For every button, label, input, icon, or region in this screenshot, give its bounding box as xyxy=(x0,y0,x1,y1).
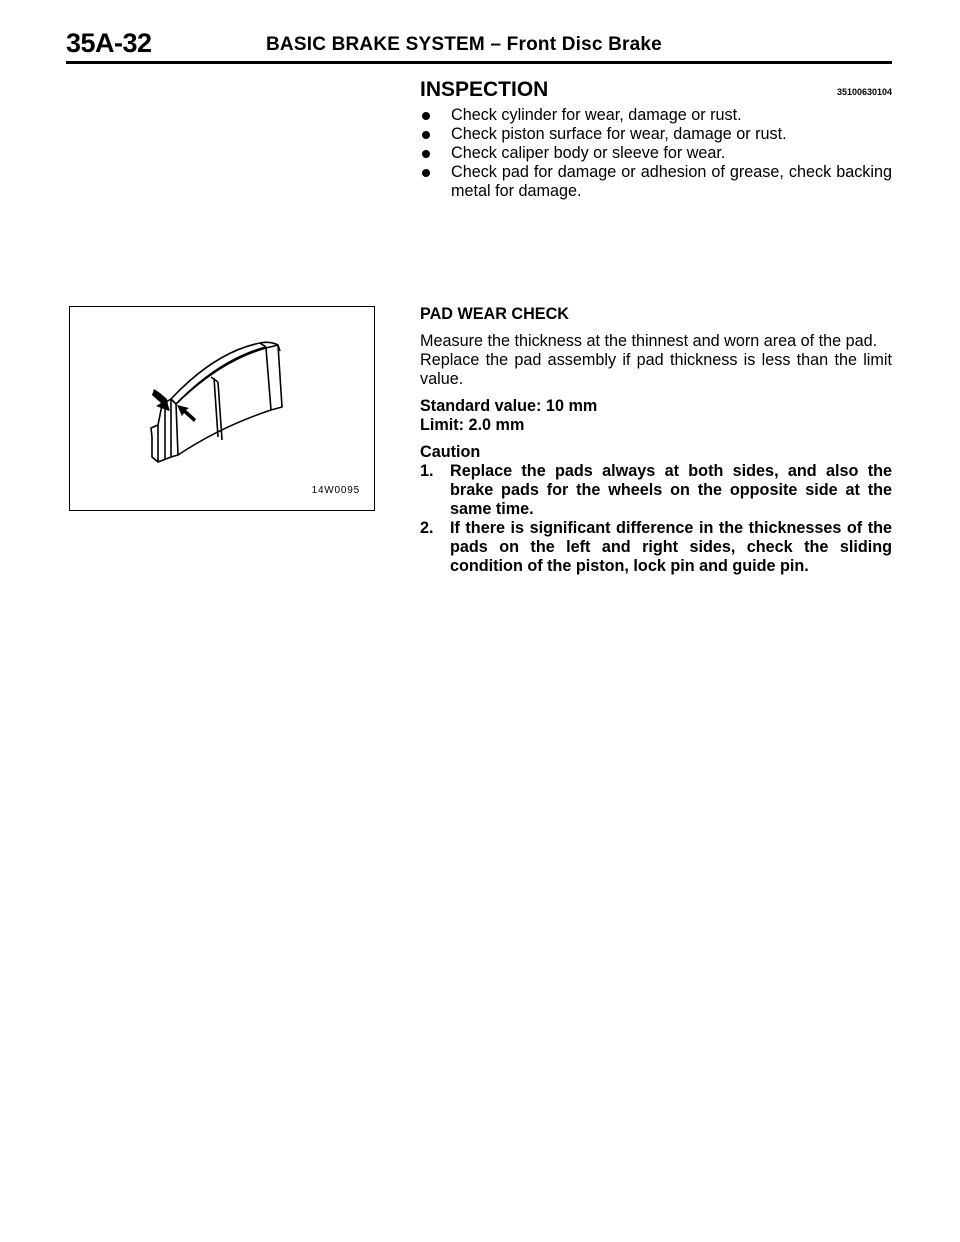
pad-wear-check-section xyxy=(420,305,892,576)
inspection-list xyxy=(420,106,892,201)
page-heading: BASIC BRAKE SYSTEM – Front Disc Brake xyxy=(266,34,662,55)
bullet-icon xyxy=(422,131,430,139)
bullet-icon xyxy=(422,150,430,158)
brake-pad-figure xyxy=(69,306,375,511)
page-number: 35A-32 xyxy=(66,28,152,58)
inspection-item: Check piston surface for wear, damage or rust. xyxy=(420,125,892,144)
standard-value: Standard value: 10 mm xyxy=(420,397,598,415)
replace-paragraph: Replace the pad assembly if pad thickness is less than the limit value. xyxy=(420,351,892,388)
limit-value: Limit: 2.0 mm xyxy=(420,416,525,434)
bullet-icon xyxy=(422,169,430,177)
caution-label: Caution xyxy=(420,443,481,461)
caution-list xyxy=(420,462,892,576)
measure-paragraph: Measure the thickness at the thinnest and worn area of the pad. xyxy=(420,332,878,350)
figure-code: 14W0095 xyxy=(311,485,360,496)
caution-item: 1. Replace the pads always at both sides, and also the brake pads for the wheels on the opposite side at the same time. xyxy=(420,462,892,518)
inspection-item: Check cylinder for wear, damage or rust. xyxy=(420,106,892,125)
inspection-item: Check pad for damage or adhesion of grease, check backing metal for damage. xyxy=(420,163,892,201)
inspection-item: Check caliper body or sleeve for wear. xyxy=(420,144,892,163)
bullet-icon xyxy=(422,112,430,120)
header-divider xyxy=(66,61,892,64)
brake-pad-illustration-icon xyxy=(70,307,376,512)
pad-wear-check-title: PAD WEAR CHECK xyxy=(420,305,569,323)
caution-item: 2. If there is significant difference in the thicknesses of the pads on the left and right sides, check the sliding condition of the piston, lock pin and guide pin. xyxy=(420,519,892,575)
inspection-title: INSPECTION xyxy=(420,78,549,101)
inspection-code: 35100630104 xyxy=(836,87,892,97)
